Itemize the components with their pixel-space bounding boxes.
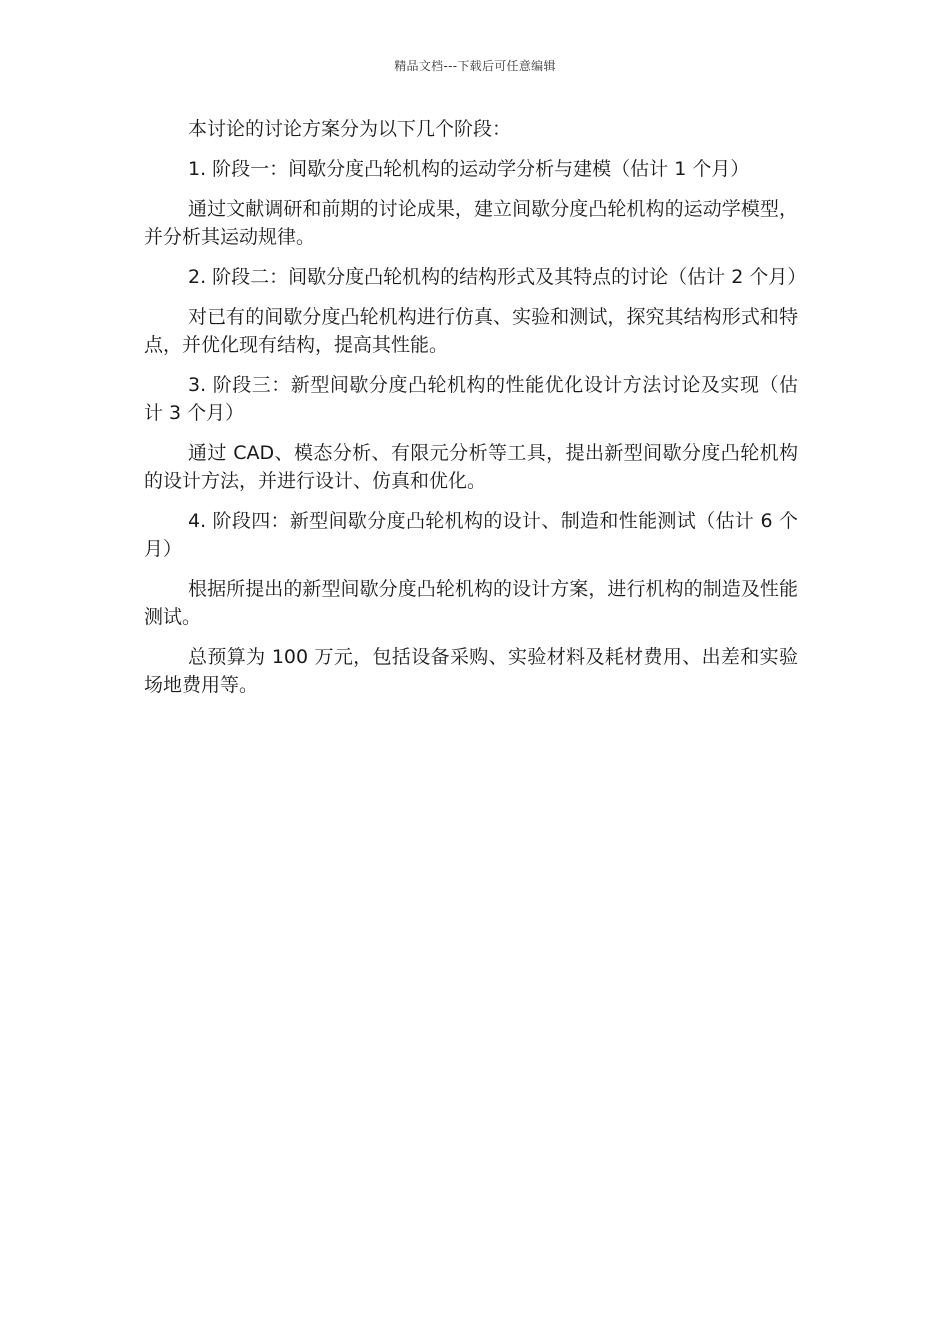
intro-paragraph: 本讨论的讨论方案分为以下几个阶段：	[188, 118, 512, 140]
phase-4-heading: 4. 阶段四：新型间歇分度凸轮机构的设计、制造和性能测试（估计 6 个月）	[144, 510, 798, 560]
phase-3-description: 通过 CAD、模态分析、有限元分析等工具，提出新型间歇分度凸轮机构的设计方法，并进行设计、仿真和优化。	[144, 442, 798, 492]
phase-1-heading: 1. 阶段一：间歇分度凸轮机构的运动学分析与建模（估计 1 个月）	[188, 158, 750, 180]
budget-paragraph: 总预算为 100 万元，包括设备采购、实验材料及耗材费用、出差和实验场地费用等。	[144, 646, 798, 696]
phase-1-description: 通过文献调研和前期的讨论成果，建立间歇分度凸轮机构的运动学模型，并分析其运动规律。	[144, 198, 798, 248]
header-note: 精品文档---下载后可任意编辑	[394, 59, 556, 73]
phase-2-description: 对已有的间歇分度凸轮机构进行仿真、实验和测试，探究其结构形式和特点，并优化现有结构，提高其性能。	[144, 306, 798, 356]
phase-2-heading: 2. 阶段二：间歇分度凸轮机构的结构形式及其特点的讨论（估计 2 个月）	[188, 266, 807, 288]
phase-4-description: 根据所提出的新型间歇分度凸轮机构的设计方案，进行机构的制造及性能测试。	[144, 578, 798, 628]
document-body	[144, 115, 807, 711]
phase-3-heading: 3. 阶段三：新型间歇分度凸轮机构的性能优化设计方法讨论及实现（估计 3 个月）	[144, 374, 798, 424]
